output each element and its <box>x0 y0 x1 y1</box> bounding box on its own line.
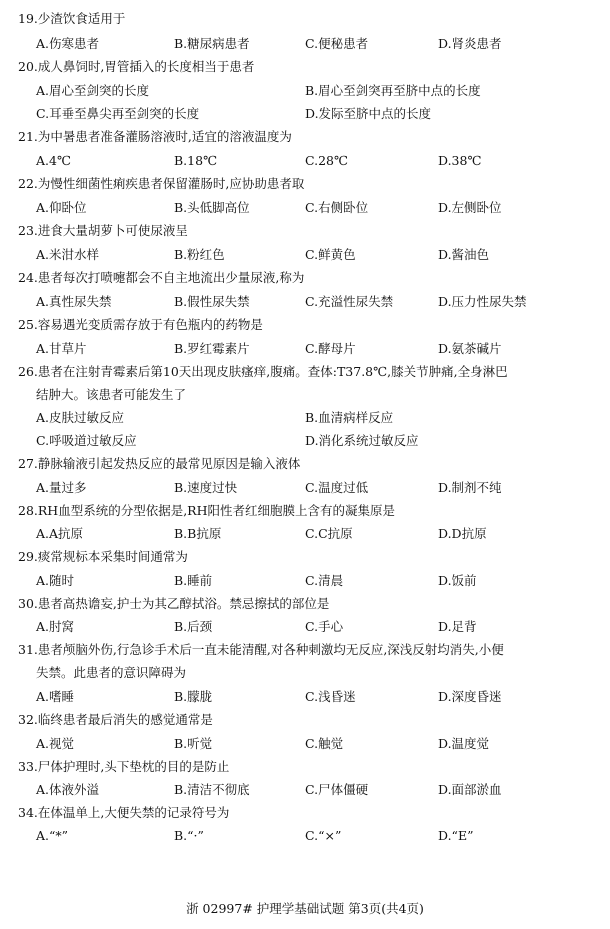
option-21-a: A.4℃ <box>36 153 71 168</box>
option-31-d: D.深度昏迷 <box>438 689 502 704</box>
option-23-b: B.粉红色 <box>174 247 225 262</box>
option-25-c: C.酵母片 <box>305 341 356 356</box>
page-footer: 浙 02997# 护理学基础试题 第3页(共4页) <box>186 901 424 916</box>
option-28-a: A.A抗原 <box>36 526 84 541</box>
option-32-b: B.听觉 <box>174 736 213 751</box>
option-33-b: B.清洁不彻底 <box>174 782 250 797</box>
option-31-c: C.浅昏迷 <box>305 689 356 704</box>
option-32-c: C.触觉 <box>305 736 344 751</box>
option-24-c: C.充溢性尿失禁 <box>305 294 394 309</box>
question-26: 26.患者在注射青霉素后第10天出现皮肤瘙痒,腹痛。查体:T37.8℃,膝关节肿痛,全身淋巴 <box>18 364 508 379</box>
option-30-b: B.后颈 <box>174 619 213 634</box>
options-30 <box>0 617 610 637</box>
option-29-c: C.清晨 <box>305 573 344 588</box>
option-20-b: B.眉心至剑突再至脐中点的长度 <box>305 83 481 98</box>
question-30: 30.患者高热谵妄,护士为其乙醇拭浴。禁忌擦拭的部位是 <box>18 596 330 611</box>
option-20-a: A.眉心至剑突的长度 <box>36 83 150 98</box>
option-19-b: B.糖尿病患者 <box>174 36 250 51</box>
question-29: 29.痰常规标本采集时间通常为 <box>18 549 188 564</box>
option-32-d: D.温度觉 <box>438 736 490 751</box>
option-34-d: D.“E” <box>438 828 474 843</box>
options-34 <box>0 826 610 846</box>
option-19-d: D.肾炎患者 <box>438 36 502 51</box>
option-20-c: C.耳垂至鼻尖再至剑突的长度 <box>36 106 200 121</box>
option-28-d: D.D抗原 <box>438 526 487 541</box>
options-26-row2 <box>0 431 610 451</box>
option-21-d: D.38℃ <box>438 153 482 168</box>
option-27-a: A.量过多 <box>36 480 87 495</box>
option-34-b: B.“·” <box>174 828 204 843</box>
option-23-c: C.鲜黄色 <box>305 247 356 262</box>
question-20: 20.成人鼻饲时,胃管插入的长度相当于患者 <box>18 59 255 74</box>
option-26-a: A.皮肤过敏反应 <box>36 410 125 425</box>
options-31 <box>0 687 610 707</box>
question-23: 23.进食大量胡萝卜可使尿液呈 <box>18 223 188 238</box>
option-34-c: C.“×” <box>305 828 342 843</box>
options-24 <box>0 292 610 312</box>
option-26-b: B.血清病样反应 <box>305 410 394 425</box>
option-19-a: A.伤寒患者 <box>36 36 100 51</box>
option-27-d: D.制剂不纯 <box>438 480 502 495</box>
option-22-b: B.头低脚高位 <box>174 200 250 215</box>
options-19 <box>0 34 610 54</box>
options-22 <box>0 198 610 218</box>
option-25-a: A.甘草片 <box>36 341 87 356</box>
option-23-a: A.米泔水样 <box>36 247 100 262</box>
option-24-b: B.假性尿失禁 <box>174 294 250 309</box>
option-21-c: C.28℃ <box>305 153 348 168</box>
question-28: 28.RH血型系统的分型依据是,RH阳性者红细胞膜上含有的凝集原是 <box>18 503 395 518</box>
option-24-a: A.真性尿失禁 <box>36 294 112 309</box>
option-33-a: A.体液外溢 <box>36 782 100 797</box>
question-31: 31.患者颅脑外伤,行急诊手术后一直未能清醒,对各种刺激均无反应,深浅反射均消失,小便 <box>18 642 504 657</box>
option-26-c: C.呼吸道过敏反应 <box>36 433 137 448</box>
option-28-b: B.B抗原 <box>174 526 222 541</box>
option-25-b: B.罗红霉素片 <box>174 341 250 356</box>
option-30-a: A.肘窝 <box>36 619 75 634</box>
question-26-cont: 结肿大。该患者可能发生了 <box>36 387 187 402</box>
option-24-d: D.压力性尿失禁 <box>438 294 527 309</box>
option-19-c: C.便秘患者 <box>305 36 369 51</box>
question-31-cont: 失禁。此患者的意识障碍为 <box>36 665 187 680</box>
options-20-row1 <box>0 81 610 101</box>
option-22-a: A.仰卧位 <box>36 200 87 215</box>
options-25 <box>0 339 610 359</box>
option-31-a: A.嗜睡 <box>36 689 75 704</box>
option-30-c: C.手心 <box>305 619 344 634</box>
option-26-d: D.消化系统过敏反应 <box>305 433 419 448</box>
question-21: 21.为中暑患者准备灌肠溶液时,适宜的溶液温度为 <box>18 129 292 144</box>
option-29-d: D.饭前 <box>438 573 477 588</box>
option-22-d: D.左侧卧位 <box>438 200 502 215</box>
question-24: 24.患者每次打喷嚏都会不自主地流出少量尿液,称为 <box>18 270 305 285</box>
question-34: 34.在体温单上,大便失禁的记录符号为 <box>18 805 230 820</box>
option-31-b: B.朦胧 <box>174 689 213 704</box>
option-29-a: A.随时 <box>36 573 75 588</box>
option-23-d: D.酱油色 <box>438 247 490 262</box>
option-33-c: C.尸体僵硬 <box>305 782 369 797</box>
option-29-b: B.睡前 <box>174 573 213 588</box>
option-32-a: A.视觉 <box>36 736 75 751</box>
option-21-b: B.18℃ <box>174 153 218 168</box>
question-27: 27.静脉输液引起发热反应的最常见原因是输入液体 <box>18 456 301 471</box>
question-22: 22.为慢性细菌性痢疾患者保留灌肠时,应协助患者取 <box>18 176 305 191</box>
option-25-d: D.氨茶碱片 <box>438 341 502 356</box>
question-33: 33.尸体护理时,头下垫枕的目的是防止 <box>18 759 230 774</box>
options-33 <box>0 780 610 800</box>
options-26-row1 <box>0 408 610 428</box>
option-28-c: C.C抗原 <box>305 526 353 541</box>
option-34-a: A.“*” <box>36 828 69 843</box>
option-33-d: D.面部淤血 <box>438 782 502 797</box>
options-20-row2 <box>0 104 610 124</box>
question-25: 25.容易遇光变质需存放于有色瓶内的药物是 <box>18 317 263 332</box>
question-32: 32.临终患者最后消失的感觉通常是 <box>18 712 213 727</box>
question-19: 19.少渣饮食适用于 <box>18 11 126 26</box>
option-22-c: C.右侧卧位 <box>305 200 369 215</box>
options-27 <box>0 478 610 498</box>
option-27-b: B.速度过快 <box>174 480 238 495</box>
option-20-d: D.发际至脐中点的长度 <box>305 106 432 121</box>
options-21 <box>0 151 610 171</box>
option-30-d: D.足背 <box>438 619 477 634</box>
options-23 <box>0 245 610 265</box>
options-28 <box>0 524 610 544</box>
options-29 <box>0 571 610 591</box>
options-32 <box>0 734 610 754</box>
option-27-c: C.温度过低 <box>305 480 369 495</box>
